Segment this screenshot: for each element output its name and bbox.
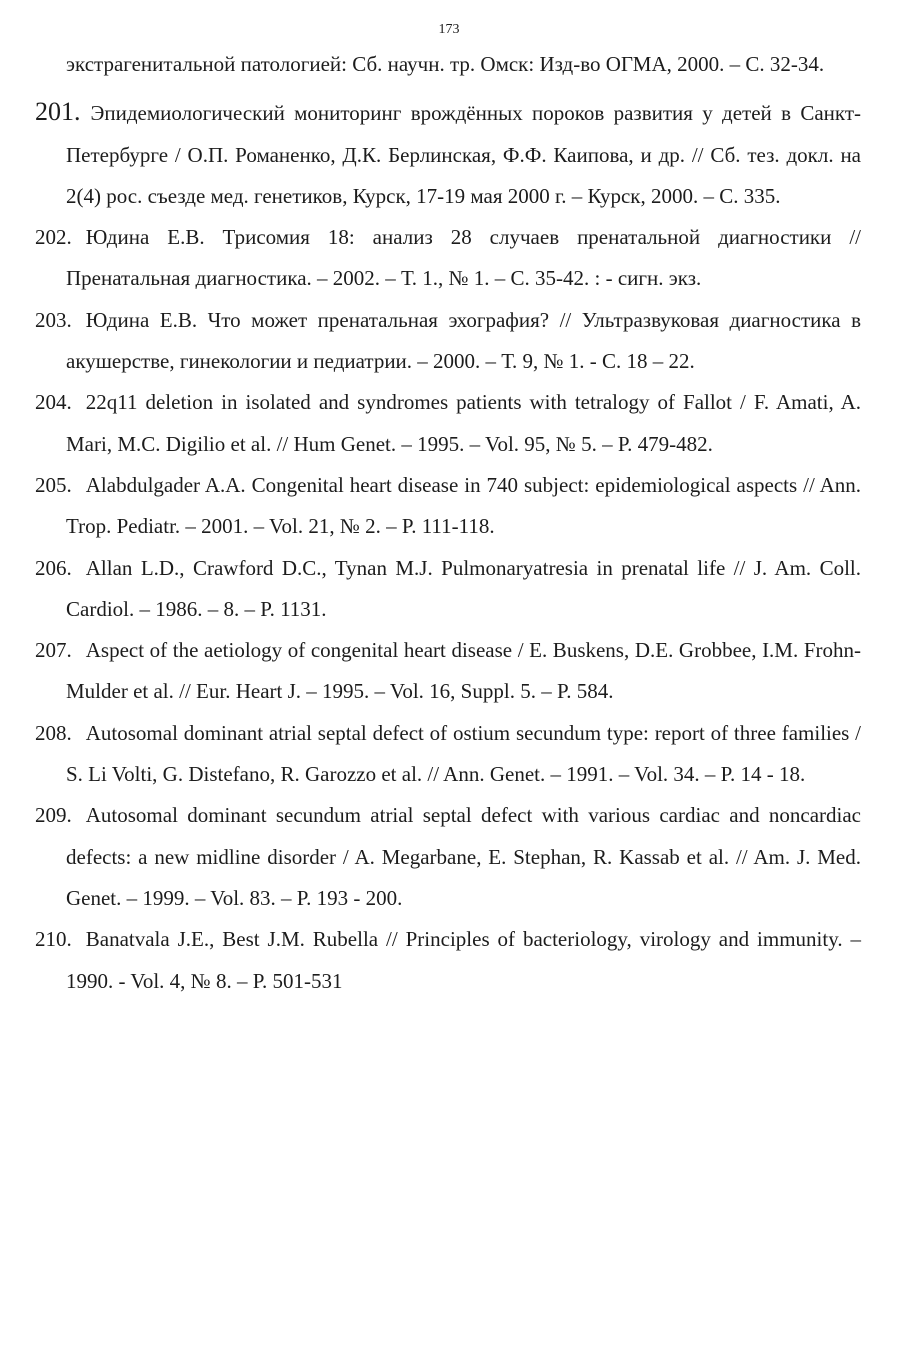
reference-text: Banatvala J.E., Best J.M. Rubella // Principles of bacteriology, virology and immunity. – 1990. - Vol. 4, № 8. – P. 501-531 [66, 927, 861, 993]
reference-item [35, 548, 861, 631]
reference-number: 204. [35, 390, 72, 415]
reference-item [35, 713, 861, 796]
reference-text: Autosomal dominant atrial septal defect of ostium secundum type: report of three families / S. Li Volti, G. Distefano, R. Garozzo et al. // Ann. Genet. – 1991. – Vol. 34. – P. 14 - 18. [66, 720, 861, 787]
reference-text: Alabdulgader A.A. Congenital heart disease in 740 subject: epidemiological aspects // Ann. Trop. Pediatr. – 2001. – Vol. 21, № 2. – P. 111-118. [66, 472, 861, 539]
reference-text: 22q11 deletion in isolated and syndromes patients with tetralogy of Fallot / F. Amati, A. Mari, M.C. Digilio et al. // Hum Genet. – 1995. – Vol. 95, № 5. – P. 479-482. [66, 390, 861, 456]
reference-text: Allan L.D., Crawford D.C., Tynan M.J. Pulmonaryatresia in prenatal life // J. Am. Coll. Cardiol. – 1986. – 8. – P. 1131. [66, 555, 861, 621]
reference-item [35, 465, 861, 548]
reference-item [35, 382, 861, 465]
reference-text: Autosomal dominant secundum atrial septal defect with various cardiac and noncardiac defects: a new midline disorder / A. Megarbane, E. Stephan, R. Kassab et al. // Am. J. Med. Genet. – 1999. – Vol. 83. – P. 193 - 200. [66, 803, 861, 910]
reference-item [35, 217, 861, 300]
reference-item [35, 630, 861, 713]
reference-text: Aspect of the aetiology of congenital heart disease / E. Buskens, D.E. Grobbee, I.M. Frohn-Mulder et al. // Eur. Heart J. – 1995. – Vol. 16, Suppl. 5. – P. 584. [66, 638, 861, 704]
page-number: 173 [438, 22, 460, 37]
reference-text: экстрагенитальной патологией: Сб. научн. тр. Омск: Изд-во ОГМА, 2000. – С. 32-34. [66, 52, 825, 76]
reference-item [35, 919, 861, 1002]
reference-item [35, 300, 861, 383]
reference-number: 208. [35, 720, 72, 745]
reference-number: 203. [35, 307, 72, 332]
reference-list [35, 44, 861, 1002]
reference-item [35, 795, 861, 919]
reference-number: 202. [35, 225, 72, 250]
reference-number: 201. [35, 97, 81, 127]
reference-number: 207. [35, 638, 72, 663]
reference-continuation [35, 44, 861, 85]
reference-number: 205. [35, 472, 72, 497]
reference-text: Юдина Е.В. Что может пренатальная эхография? // Ультразвуковая диагностика в акушерстве, гинекологии и педиатрии. – 2000. – Т. 9, № 1. - С. 18 – 22. [66, 307, 861, 374]
reference-number: 209. [35, 803, 72, 828]
reference-number: 206. [35, 555, 72, 580]
reference-text: Юдина Е.В. Трисомия 18: анализ 28 случаев пренатальной диагностики // Пренатальная диагностика. – 2002. – Т. 1., № 1. – С. 35-42. : - сигн. экз. [66, 225, 861, 291]
reference-item [35, 91, 861, 217]
reference-text: Эпидемиологический мониторинг врождённых пороков развития у детей в Санкт-Петербурге / О.П. Романенко, Д.К. Берлинская, Ф.Ф. Каипова, и др. // Сб. тез. докл. на 2(4) рос. съезде мед. генетиков, Курск, 17-19 мая 2000 г. – Курск, 2000. – С. 335. [66, 101, 861, 208]
reference-number: 210. [35, 927, 72, 952]
